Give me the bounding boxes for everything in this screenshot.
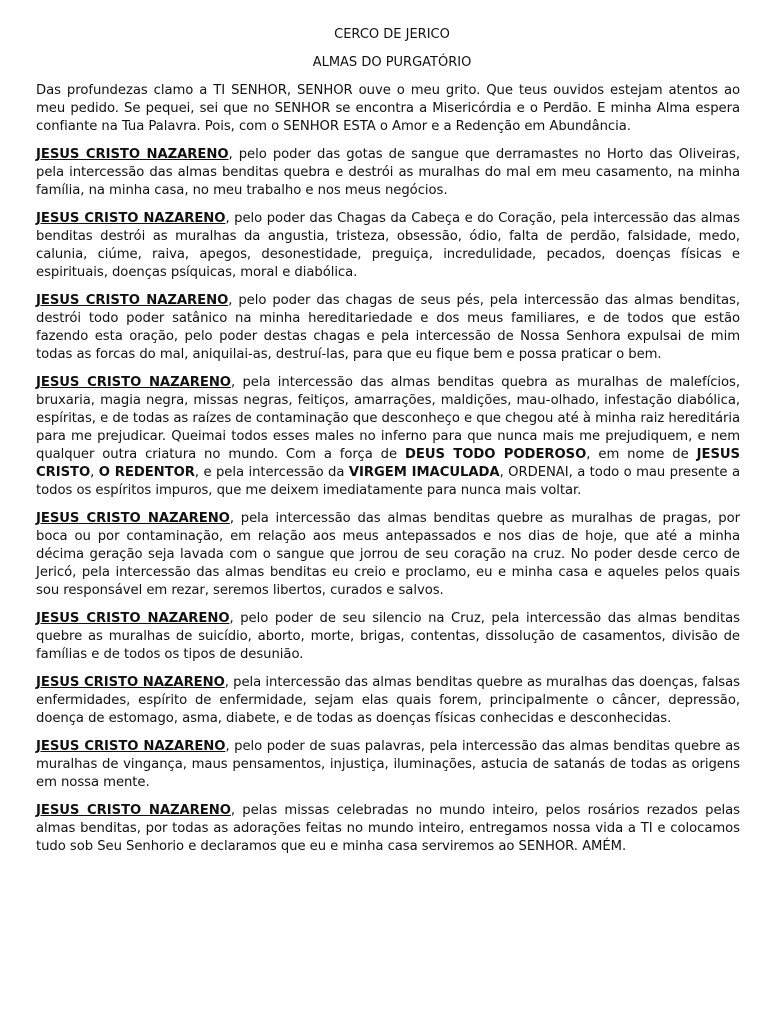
paragraph-text: , pela intercessão das almas benditas quebre as muralhas de pragas, por boca ou por contaminação, em relação aos meus antepassados e nos dias de hoje, que até a minha décima geração seja lavada com o sangue que jorrou de seu coração na cruz. No poder desde cerco de Jericó, pela intercessão das almas benditas eu creio e proclamo, eu e minha casa e aqueles pelos quais sou responsável em rezar, seremos libertos, curados e salvos. — [36, 511, 740, 598]
paragraph-text: , pelo poder das gotas de sangue que derramastes no Horto das Oliveiras, pela intercessão das almas benditas quebra e destrói as muralhas do mal em meu casamento, na minha família, na minha casa, no meu trabalho e nos meus negócios. — [36, 147, 740, 198]
prayer-paragraph-2 — [36, 210, 740, 282]
emphasis-text: VIRGEM IMACULADA — [348, 465, 500, 480]
invocation-name: JESUS CRISTO NAZARENO — [36, 375, 231, 390]
invocation-name: JESUS CRISTO NAZARENO — [36, 611, 230, 626]
paragraph-text: , pela intercessão das almas benditas quebre as muralhas das doenças, falsas enfermidades, espírito de enfermidade, sejam elas quais forem, principalmente o câncer, depressão, doença de estomago, asma, diabete, e de todas as doenças físicas conhecidas e desconhecidas. — [36, 675, 740, 726]
prayer-paragraph-6 — [36, 610, 740, 664]
prayer-paragraph-3 — [36, 292, 740, 364]
prayer-paragraph-4 — [36, 374, 740, 500]
invocation-name: JESUS CRISTO NAZARENO — [36, 293, 229, 308]
prayer-paragraph-5 — [36, 510, 740, 600]
paragraph-text: , ORDENAI, a todo o mau presente a todos os espíritos impuros, que me deixem imediatamente para nunca mais voltar. — [36, 465, 740, 498]
prayer-paragraph-9 — [36, 802, 740, 856]
paragraph-text: , pelo poder das Chagas da Cabeça e do Coração, pela intercessão das almas benditas destrói as muralhas da angustia, tristeza, obsessão, ódio, falta de perdão, falsidade, medo, calunia, ciúme, raiva, apegos, desonestidade, preguiça, incredulidade, pecados, doenças físicas e espirituais, doenças psíquicas, moral e diabólica. — [36, 211, 740, 280]
prayer-paragraph-1 — [36, 146, 740, 200]
paragraph-text: , pelo poder das chagas de seus pés, pela intercessão das almas benditas, destrói todo poder satânico na minha hereditariedade e dos meus familiares, e de todos que estão fazendo esta oração, pelo poder destas chagas e pela intercessão de Nossa Senhora expulsai de mim todas as forcas do mal, aniquilai-as, destruí-las, para que eu fique bem e possa praticar o bem. — [36, 293, 740, 362]
emphasis-text: O REDENTOR — [98, 465, 195, 480]
paragraph-text: , pelo poder de seu silencio na Cruz, pela intercessão das almas benditas quebre as muralhas de suicídio, aborto, morte, brigas, contentas, dissolução de casamentos, divisão de famílias e de todos os tipos de desunião. — [36, 611, 740, 662]
intro-paragraph: Das profundezas clamo a TI SENHOR, SENHOR ouve o meu grito. Que teus ouvidos estejam atentos ao meu pedido. Se pequei, sei que no SENHOR se encontra a Misericórdia e o Perdão. E minha Alma espera confiante na Tua Palavra. Pois, com o SENHOR ESTA o Amor e a Redenção em Abundância. — [36, 83, 740, 134]
paragraph-text: , em nome de — [586, 447, 697, 462]
invocation-name: JESUS CRISTO NAZARENO — [36, 803, 231, 818]
invocation-name: JESUS CRISTO NAZARENO — [36, 147, 229, 162]
document-title: CERCO DE JERICO — [334, 27, 450, 42]
emphasis-text: DEUS TODO PODEROSO — [404, 447, 587, 462]
invocation-name: JESUS CRISTO NAZARENO — [36, 739, 226, 754]
invocation-name: JESUS CRISTO NAZARENO — [36, 511, 230, 526]
invocation-name: JESUS CRISTO NAZARENO — [36, 675, 225, 690]
prayer-paragraph-8 — [36, 738, 740, 792]
paragraph-text: , — [90, 465, 99, 480]
paragraph-text: , pela intercessão das almas benditas quebra as muralhas de malefícios, bruxaria, magia negra, missas negras, feitiços, amarrações, maldições, mau-olhado, infestação diabólica, espíritas, e de todas as raízes de contaminação que desconheço e que chegou até à minha raiz hereditária para me prejudicar. Queimai todos esses males no inferno para que nunca mais me prejudiquem, e nem qualquer outra criatura no mundo. Com a força de — [36, 375, 740, 462]
paragraph-text: , pelo poder de suas palavras, pela intercessão das almas benditas quebre as muralhas de vingança, maus pensamentos, injustiça, iluminações, astucia de satanás de todas as origens em nossa mente. — [36, 739, 740, 790]
paragraph-text: , pelas missas celebradas no mundo inteiro, pelos rosários rezados pelas almas benditas, por todas as adorações feitas no mundo inteiro, entregamos nossa vida a TI e colocamos tudo sob Seu Senhorio e declaramos que eu e minha casa serviremos ao SENHOR. AMÉM. — [36, 803, 740, 854]
emphasis-text: JESUS CRISTO — [36, 447, 740, 480]
document-subtitle: ALMAS DO PURGATÓRIO — [312, 55, 472, 70]
prayer-paragraph-7 — [36, 674, 740, 728]
paragraph-text: , e pela intercessão da — [194, 465, 349, 480]
invocation-name: JESUS CRISTO NAZARENO — [36, 211, 226, 226]
